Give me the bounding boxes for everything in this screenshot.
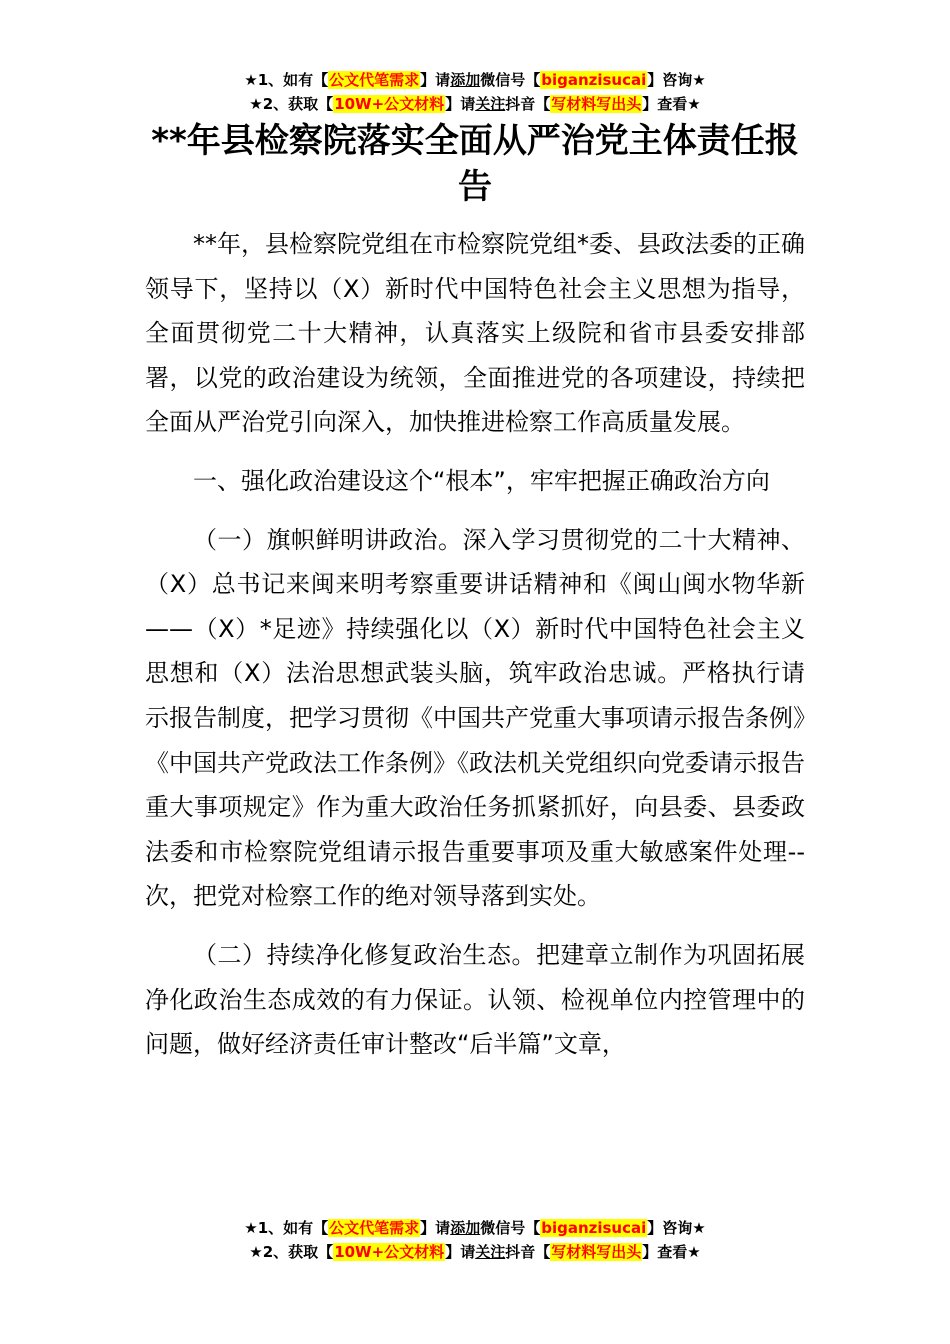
document-title: **年县检察院落实全面从严治党主体责任报告	[151, 121, 799, 207]
promo-emphasis: 关注	[475, 95, 506, 113]
promo-highlight: 写材料写出头	[551, 95, 642, 113]
promo-highlight: 公文代笔需求	[329, 1219, 420, 1237]
promo-text: 抖音【	[505, 1243, 551, 1261]
promo-line-1	[0, 68, 950, 92]
promo-banner-bottom	[0, 1216, 950, 1264]
paragraph-subsection-2: （二）持续净化修复政治生态。把建章立制作为巩固拓展净化政治生态成效的有力保证。认领、检视单位内控管理中的问题，做好经济责任审计整改“后半篇”文章，	[145, 940, 805, 1059]
promo-text: 】请	[420, 71, 451, 89]
promo-line-2	[0, 92, 950, 116]
promo-text: 】请	[445, 1243, 476, 1261]
promo-text: 】咨询★	[647, 71, 706, 89]
promo-line-1	[0, 1216, 950, 1240]
promo-text: 】咨询★	[647, 1219, 706, 1237]
promo-highlight: 写材料写出头	[551, 1243, 642, 1261]
promo-line-2	[0, 1240, 950, 1264]
paragraph-intro: **年，县检察院党组在市检察院党组*委、县政法委的正确领导下，坚持以（X）新时代中国特色社会主义思想为指导，全面贯彻党二十大精神，认真落实上级院和省市县委安排部署，以党的政治建设为统领，全面推进党的各项建设，持续把全面从严治党引向深入，加快推进检察工作高质量发展。	[145, 230, 805, 437]
document-body	[145, 222, 805, 1067]
promo-highlight: 10W+公文材料	[334, 95, 445, 113]
promo-emphasis: 添加	[450, 71, 481, 89]
promo-text: 】请	[445, 95, 476, 113]
promo-text: 抖音【	[505, 95, 551, 113]
promo-emphasis: 添加	[450, 1219, 481, 1237]
promo-text: 】查看★	[642, 1243, 701, 1261]
promo-text: 】请	[420, 1219, 451, 1237]
paragraph-subsection-1: （一）旗帜鲜明讲政治。深入学习贯彻党的二十大精神、（X）总书记来闽来明考察重要讲话精神和《闽山闽水物华新——（X）*足迹》持续强化以（X）新时代中国特色社会主义思想和（X）法治思想武装头脑，筑牢政治忠诚。严格执行请示报告制度，把学习贯彻《中国共产党重大事项请示报告条例》《中国共产党政法工作条例》《政法机关党组织向党委请示报告重大事项规定》作为重大政治任务抓紧抓好，向县委、县委政法委和市检察院党组请示报告重要事项及重大敏感案件处理--次，把党对检察工作的绝对领导落到实处。	[145, 525, 805, 911]
promo-emphasis: 关注	[475, 1243, 506, 1261]
promo-banner-top	[0, 68, 950, 116]
promo-highlight: 10W+公文材料	[334, 1243, 445, 1261]
promo-text: ★2、获取【	[249, 95, 334, 113]
promo-highlight: biganzisucai	[541, 1219, 647, 1237]
promo-text: ★1、如有【	[244, 71, 329, 89]
promo-text: 微信号【	[480, 1219, 541, 1237]
promo-highlight: 公文代笔需求	[329, 71, 420, 89]
promo-text: ★1、如有【	[244, 1219, 329, 1237]
promo-text: ★2、获取【	[249, 1243, 334, 1261]
section-heading-1: 一、强化政治建设这个“根本”，牢牢把握正确政治方向	[193, 466, 770, 495]
promo-text: 】查看★	[642, 95, 701, 113]
promo-highlight: biganzisucai	[541, 71, 647, 89]
promo-text: 微信号【	[480, 71, 541, 89]
